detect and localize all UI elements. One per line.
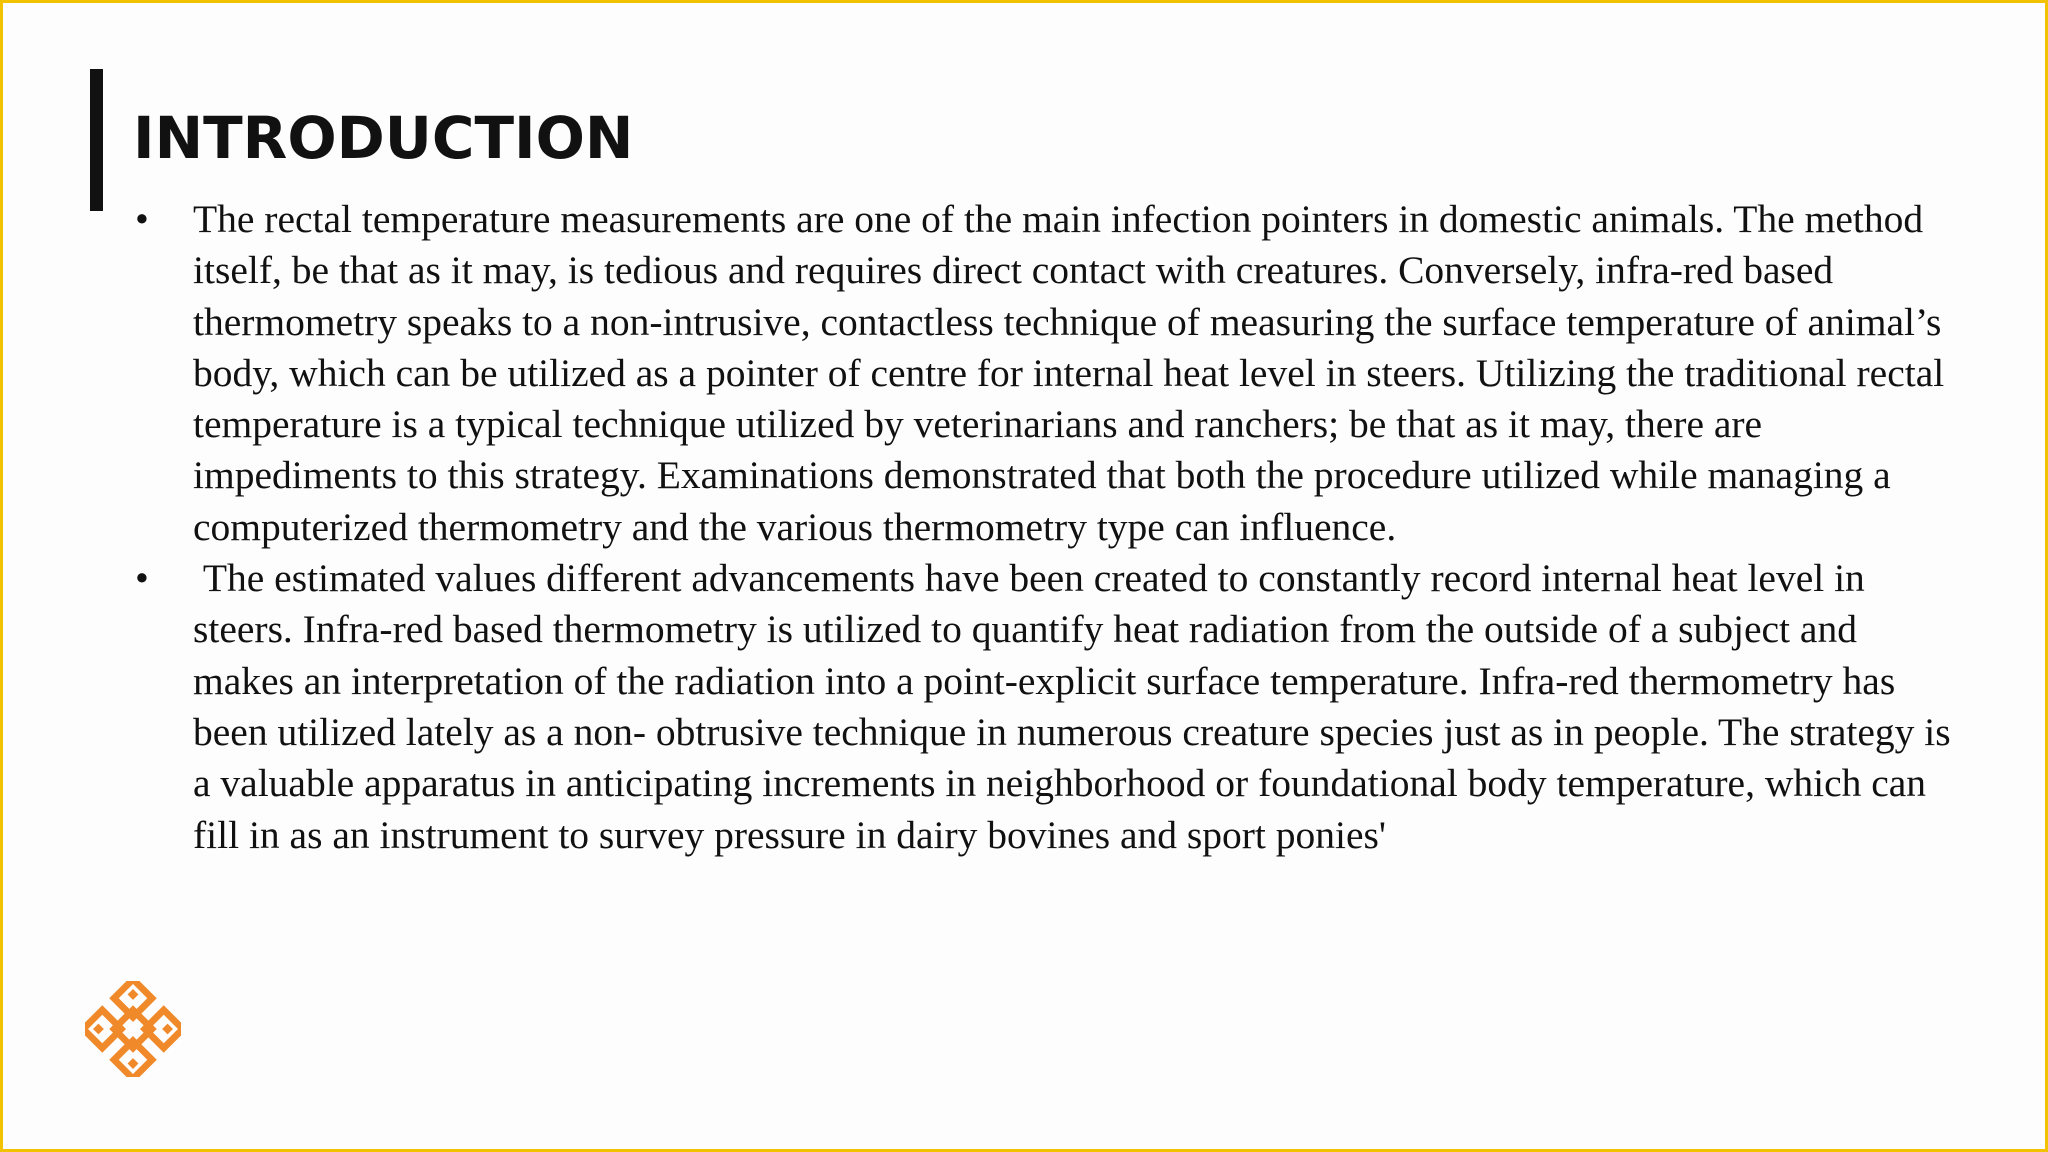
bullet-marker: •: [135, 197, 149, 241]
bullet-text: The rectal temperature measurements are one of the main infection pointers in domestic animals. The method itself, be that as it may, is tedious and requires direct contact with creatures. Conversely, infra-red based thermometry speaks to a non-intrusive, contactless technique of measuring the surface temperature of animal’s body, which can be utilized as a pointer of centre for internal heat level in steers. Utilizing the traditional rectal temperature is a typical technique utilized by veterinarians and ranchers; be that as it may, there are impediments to this strategy. Examinations demonstrated that both the procedure utilized while managing a computerized thermometry and the various thermometry type can influence.: [193, 197, 1945, 549]
endless-knot-logo-icon: [85, 981, 181, 1077]
slide-title: INTRODUCTION: [133, 104, 634, 172]
bullet-marker: •: [135, 556, 149, 601]
title-accent-bar: [90, 69, 103, 211]
bullet-item: [133, 553, 1963, 861]
bullet-text: The estimated values different advancements have been created to constantly record internal heat level in steers. Infra-red based thermometry is utilized to quantify heat radiation from the outside of a subject and makes an interpretation of the radiation into a point-explicit surface temperature. Infra-red thermometry has been utilized lately as a non- obtrusive technique in numerous creature species just as in people. The strategy is a valuable apparatus in anticipating increments in neighborhood or foundational body temperature, which can fill in as an instrument to survey pressure in dairy bovines and sport ponies': [193, 556, 1961, 857]
bullet-item: [133, 194, 1963, 553]
bullet-list: [133, 194, 1963, 861]
